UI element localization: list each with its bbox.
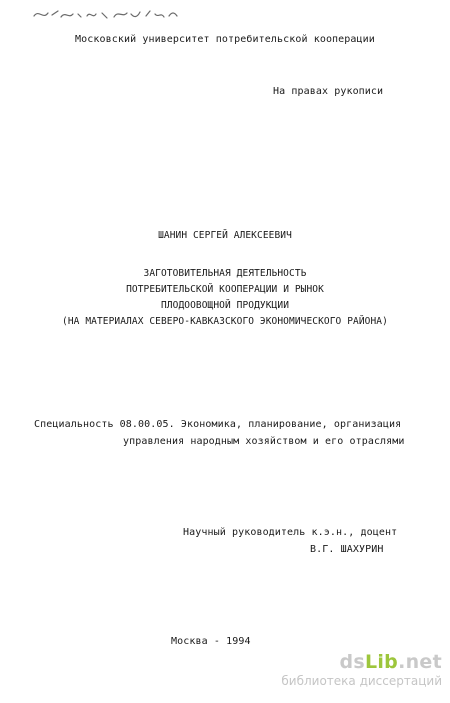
- title-line-3: ПЛОДООВОЩНОЙ ПРОДУКЦИИ: [160, 300, 290, 311]
- author-name: ШАНИН СЕРГЕЙ АЛЕКСЕЕВИЧ: [158, 230, 292, 241]
- watermark-logo-ds: ds: [339, 651, 365, 673]
- watermark-logo-net: .net: [398, 651, 442, 673]
- watermark-logo: [267, 651, 442, 673]
- rights-note: На правах рукописи: [273, 86, 384, 97]
- supervisor-line-2: В.Г. ШАХУРИН: [310, 544, 384, 555]
- specialty-line-2: управления народным хозяйством и его отраслями: [123, 436, 405, 447]
- supervisor-line-1: Научный руководитель к.э.н., доцент: [183, 527, 398, 538]
- handwritten-mark: [30, 4, 190, 24]
- title-line-2: ПОТРЕБИТЕЛЬСКОЙ КООПЕРАЦИИ И РЫНОК: [126, 284, 324, 295]
- specialty-line-1: Специальность 08.00.05. Экономика, планирование, организация: [34, 419, 402, 430]
- place-year: Москва - 1994: [171, 636, 251, 647]
- university-name: Московский университет потребительской кооперации: [75, 34, 375, 45]
- watermark: [267, 651, 442, 693]
- watermark-subtitle: библиотека диссертаций: [281, 674, 442, 688]
- title-line-4: (НА МАТЕРИАЛАХ СЕВЕРО-КАВКАЗСКОГО ЭКОНОМИЧЕСКОГО РАЙОНА): [62, 316, 388, 327]
- watermark-logo-lib: Lib: [364, 651, 399, 673]
- title-line-1: ЗАГОТОВИТЕЛЬНАЯ ДЕЯТЕЛЬНОСТЬ: [143, 268, 307, 279]
